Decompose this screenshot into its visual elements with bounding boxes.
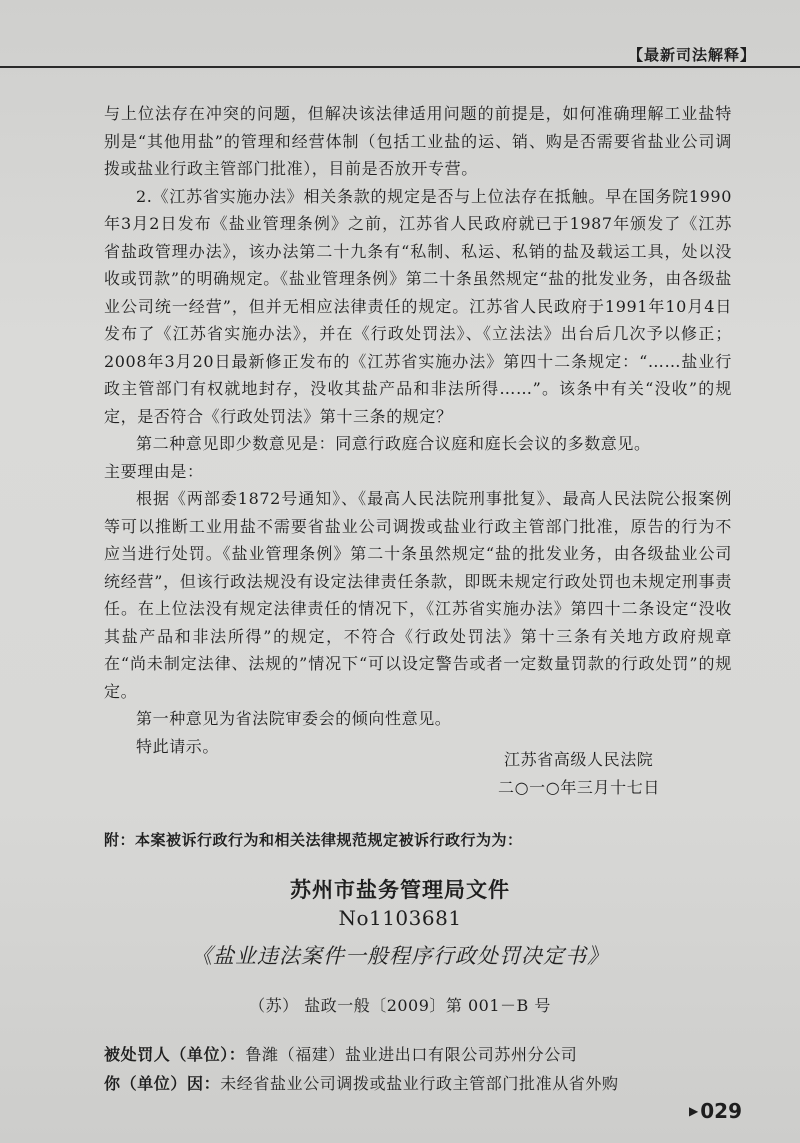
document-number: No1103681 [338, 906, 462, 930]
penalized-party-line [104, 1040, 744, 1069]
triangle-right-icon: ▶ [689, 1104, 699, 1118]
header-rule [0, 66, 800, 68]
penalized-party-label: 被处罚人（单位）： [104, 1045, 246, 1064]
paragraph: 主要理由是： [104, 461, 204, 481]
appendix-note: 附：本案被诉行政行为和相关法律规范规定被诉行政行为为： [104, 831, 523, 849]
penalized-party-value: 鲁潍（福建）盐业进出口有限公司苏州分公司 [245, 1045, 578, 1064]
body-text [104, 100, 732, 760]
section-tag: 【最新司法解释】 [627, 46, 756, 64]
signature-date: 二○一○年三月十七日 [498, 778, 660, 797]
page-number [689, 1099, 742, 1123]
signature-court: 江苏省高级人民法院 [504, 750, 654, 769]
document-org: 苏州市盐务管理局文件 [290, 878, 510, 902]
paragraph: 第一种意见为省法院审委会的倾向性意见。 [136, 709, 452, 728]
document-title: 《盐业违法案件一般程序行政处罚决定书》 [191, 944, 609, 968]
paragraph: 根据《两部委1872号通知》、《最高人民法院刑事批复》、最高人民法院公报案例等可以推断工业用盐不需要省盐业公司调拨或盐业行政主管部门批准，原告的行为不应当进行处罚。《盐业管理条例》第二十条虽然规定“盐的批发业务，由各级盐业公司统经营”，但该行政法规没有设定法律责任条款，即既未规定行政处罚也未规定刑事责任。在上位法没有规定法律责任的情况下，《江苏省实施办法》第四十二条设定“没收其盐产品和非法所得”的规定，不符合《行政处罚法》第十三条有关地方政府规章在“尚未制定法律、法规的”情况下“可以设定警告或者一定数量罚款的行政处罚”的规定。 [104, 489, 732, 701]
paragraph: 与上位法存在冲突的问题，但解决该法律适用问题的前提是，如何准确理解工业盐特别是“其他用盐”的管理和经营体制（包括工业盐的运、销、购是否需要省盐业公司调拨或盐业行政主管部门批准），目前是否放开专营。 [104, 104, 732, 178]
penalty-details [104, 1040, 744, 1098]
case-number: （苏） 盐政一般〔2009〕第 001－B 号 [249, 996, 551, 1015]
reason-line [104, 1069, 744, 1098]
reason-value: 未经省盐业公司调拨或盐业行政主管部门批准从省外购 [220, 1074, 619, 1093]
paragraph: 2.《江苏省实施办法》相关条款的规定是否与上位法存在抵触。早在国务院1990年3月2日发布《盐业管理条例》之前，江苏省人民政府就已于1987年颁发了《江苏省盐政管理办法》，该办法第二十九条有“私制、私运、私销的盐及载运工具，处以没收或罚款”的明确规定。《盐业管理条例》第二十条虽然规定“盐的批发业务，由各级盐业公司统一经营”，但并无相应法律责任的规定。江苏省人民政府于1991年10月4日发布了《江苏省实施办法》，并在《行政处罚法》、《立法法》出台后几次予以修正；2008年3月20日最新修正发布的《江苏省实施办法》第四十二条规定：“……盐业行政主管部门有权就地封存，没收其盐产品和非法所得……”。该条中有关“没收”的规定，是否符合《行政处罚法》第十三条的规定？ [104, 186, 732, 426]
signature-block [498, 746, 738, 802]
paragraph: 特此请示。 [136, 736, 220, 756]
paragraph: 第二种意见即少数意见是：同意行政庭合议庭和庭长会议的多数意见。 [136, 434, 651, 453]
reason-label: 你（单位）因： [104, 1074, 221, 1093]
page-number-text: 029 [700, 1099, 742, 1123]
